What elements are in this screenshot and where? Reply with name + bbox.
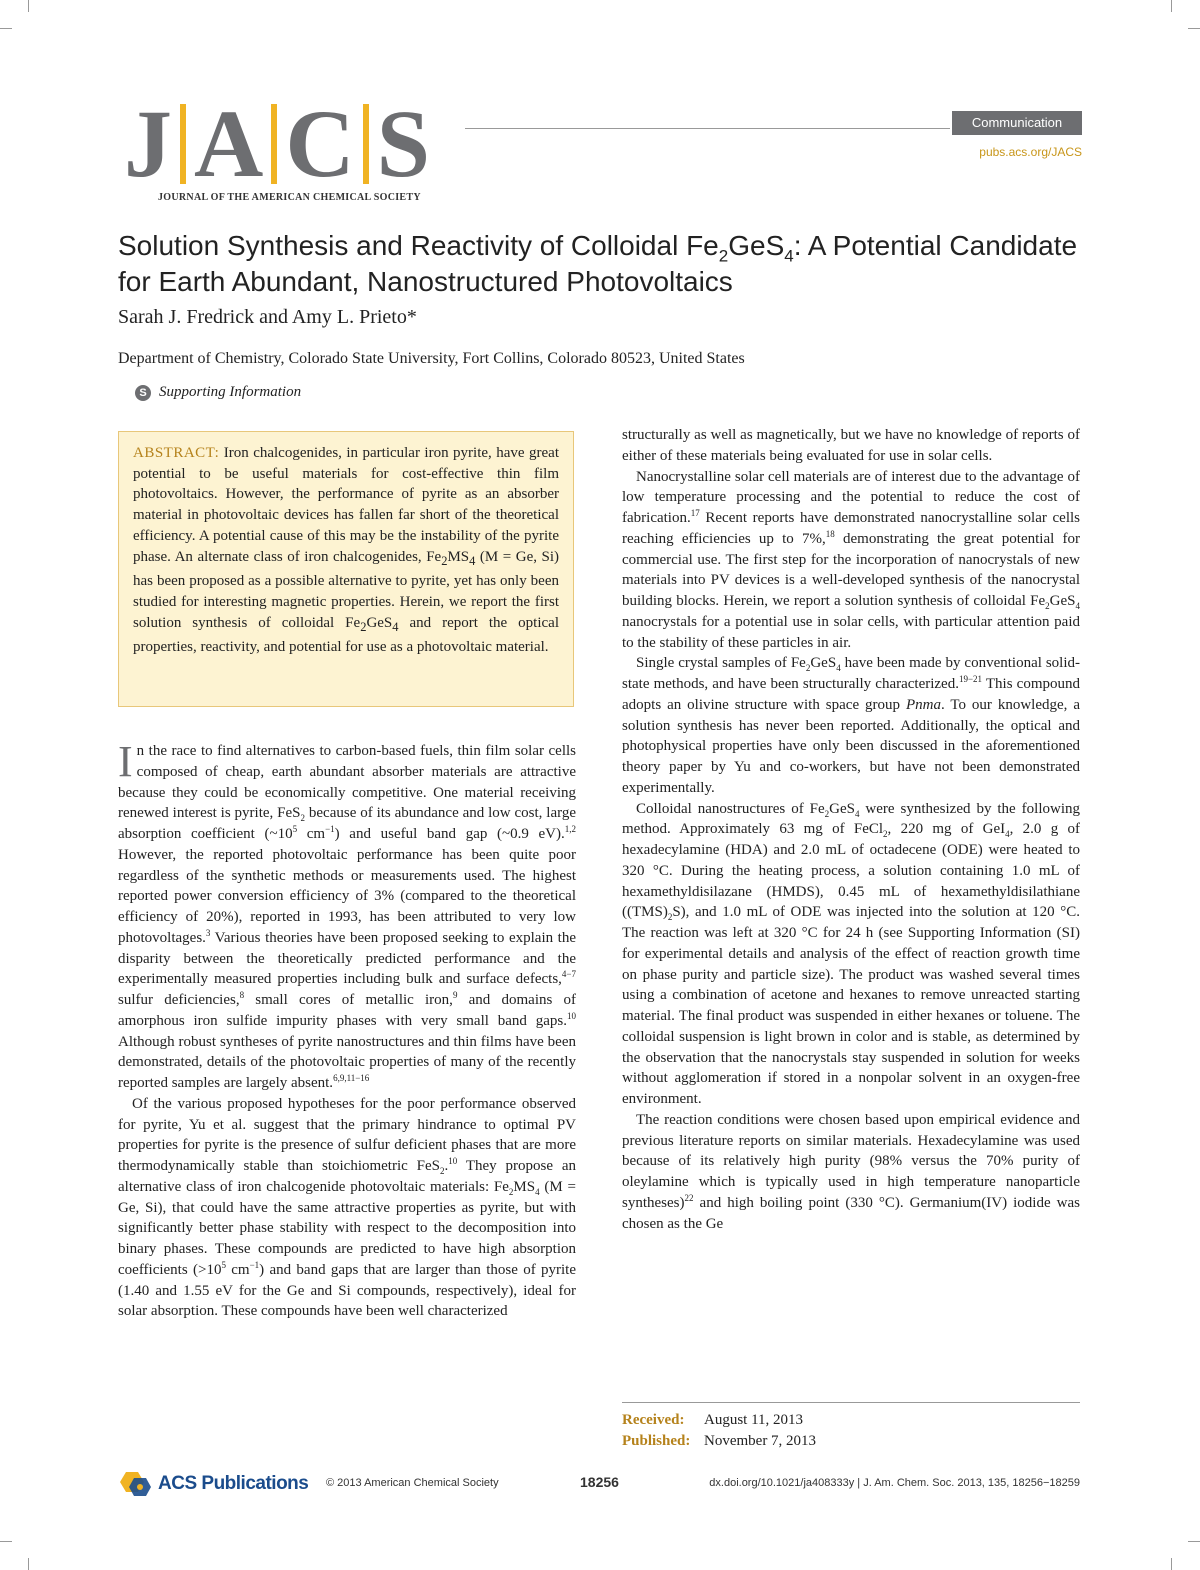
citation-ref: 6,9,11−16 <box>333 1073 370 1083</box>
journal-url-link[interactable]: pubs.acs.org/JACS <box>979 145 1082 159</box>
logo-divider <box>271 104 277 184</box>
abstract-box: ABSTRACT: Iron chalcogenides, in particular iron pyrite, have great potential to be useful materials for cost-effective thin film photovoltaics. However, the performance of pyrite as an absorber material in photovoltaic devices has fallen far short of the theoretical efficiency. A potential cause of this may be the instability of the pyrite phase. An alternate class of iron chalcogenides, $Fe_2MS_4$ (M = Ge, Si) has been proposed as a possible alternative to pyrite, yet has only been studied for interesting magnetic properties. Herein, we report the first solution synthesis of colloidal $Fe_2GeS_4$ and report the optical properties, reactivity, and potential for use as a photovoltaic material. <box>118 431 574 707</box>
received-label: Received: <box>622 1412 685 1428</box>
crop-mark <box>28 1558 29 1570</box>
paragraph: The reaction conditions were chosen based upon empirical evidence and previous literature reports on similar materials. Hexadecylamine was used because of its relatively high purity (98% versus the 70% purity of oleylamine which is typically used in high temperature nanoparticle syntheses)$^{22}$ and high boiling point (330 °C). Germanium(IV) iodide was chosen as the Ge <box>622 1111 1080 1232</box>
citation-ref: 22 <box>684 1192 694 1203</box>
body-left-column <box>118 737 577 1322</box>
paragraph: structurally as well as magnetically, but we have no knowledge of reports of either of these materials being evaluated for use in solar cells. <box>622 427 1080 464</box>
crop-mark <box>0 1541 12 1542</box>
citation-ref: 19−21 <box>958 674 983 684</box>
crop-mark <box>1171 0 1172 12</box>
citation-ref: 17 <box>690 508 700 518</box>
page-footer <box>118 1468 1080 1502</box>
paragraph: Single crystal samples of $Fe_2GeS_4$ have been made by conventional solid-state methods, and have been structurally characterized.$^{19-21}$ This compound adopts an olivine structure with space group Pnma. To our knowledge, a solution synthesis has never been reported. Additionally, the optical and photophysical properties have only been discussed in the aforementioned theory paper by Yu and co-workers, but have not been demonstrated experimentally. <box>622 655 1081 796</box>
publication-dates <box>622 1410 816 1452</box>
article-type-badge: Communication <box>952 111 1082 135</box>
citation-ref: 10 <box>567 1010 576 1021</box>
affiliation: Department of Chemistry, Colorado State University, Fort Collins, Colorado 80523, United States <box>118 350 745 367</box>
logo-letter: A <box>194 90 264 197</box>
supporting-info-label: Supporting Information <box>159 384 302 400</box>
citation-ref: 9 <box>452 990 458 1000</box>
publisher-name: ACS Publications <box>158 1473 309 1494</box>
supporting-info-icon: S <box>135 385 151 401</box>
published-date: November 7, 2013 <box>704 1433 817 1449</box>
article-title: Solution Synthesis and Reactivity of Colloidal $Fe_2GeS_4$: A Potential Candidate for Earth Abundant, Nanostructured Photovoltaics <box>118 230 1078 297</box>
author-list: Sarah J. Fredrick and Amy L. Prieto* <box>118 306 417 328</box>
logo-letter: C <box>285 90 355 197</box>
crop-mark <box>28 0 29 12</box>
header-rule <box>465 128 950 129</box>
copyright: © 2013 American Chemical Society <box>326 1477 499 1489</box>
page-number: 18256 <box>580 1474 619 1490</box>
citation-ref: 8 <box>239 990 245 1000</box>
logo-subtitle: JOURNAL OF THE AMERICAN CHEMICAL SOCIETY <box>158 192 421 203</box>
citation-ref: 1,2 <box>564 824 577 834</box>
citation-ref: 4−7 <box>561 969 576 980</box>
supporting-information-link[interactable] <box>135 384 301 401</box>
paragraph: In the race to find alternatives to carbon-based fuels, thin film solar cells composed of cheap, earth abundant absorber materials are attractive because they could be economically competitive. One material receiving renewed interest is pyrite, FeS$_2$ because of its abundance and low cost, large absorption coefficient ($\sim 10^5$ $cm^{-1}$) and useful band gap (~0.9 eV).$^{1,2}$ However, the reported photovoltaic performance has been quite poor regardless of the synthetic methods or measurements used. The highest reported power conversion efficiency of 3% (compared to the theoretical efficiency of 20%), reported in 1993, has been attributed to very low photovoltages.$^3$ Various theories have been proposed seeking to explain the disparity between the theoretically predicted performance and the experimentally measured properties including bulk and surface defects,$^{4-7}$ sulfur deficiencies,$^8$ small cores of metallic iron,$^9$ and domains of amorphous iron sulfide impurity phases with very small band gaps.$^{10}$ Although robust syntheses of pyrite nanostructures and thin films have been demonstrated, details of the photovoltaic properties of many of the recently reported samples are largely absent.$^{6,9,11-16}$ <box>118 737 577 1091</box>
doi-citation[interactable]: dx.doi.org/10.1021/ja408333y | J. Am. Chem. Soc. 2013, 135, 18256−18259 <box>709 1477 1080 1489</box>
acs-publications-logo[interactable] <box>118 1470 308 1498</box>
abstract-label: ABSTRACT: <box>133 445 220 461</box>
logo-divider <box>363 104 369 184</box>
dates-rule <box>622 1402 1080 1403</box>
drop-cap: I <box>118 737 133 786</box>
paragraph: Nanocrystalline solar cell materials are of interest due to the advantage of low temperature processing and the potential to reduce the cost of fabrication.$^{17}$ Recent reports have demonstrated nanocrystalline solar cells reaching efficiencies up to 7%,$^{18}$ demonstrating the great potential for commercial use. The first step for the incorporation of nanocrystals of new materials into PV devices is a well-developed synthesis of the nanocrystal building blocks. Herein, we report a solution synthesis of colloidal $Fe_2GeS_4$ nanocrystals for a potential use in solar cells, with particular attention paid to the stability of these particles in air. <box>622 468 1080 651</box>
logo-divider <box>180 104 186 184</box>
crop-mark <box>1188 1541 1200 1542</box>
logo-letter: J <box>124 90 172 197</box>
citation-ref: 18 <box>825 528 835 539</box>
published-label: Published: <box>622 1433 691 1449</box>
paragraph: Colloidal nanostructures of $Fe_2GeS_4$ were synthesized by the following method. Approximately 63 mg of FeCl$_2$, 220 mg of GeI$_4$, 2.0 g of hexadecylamine (HDA) and 2.0 mL of octadecene (ODE) were heated to 320 °C. During the heating process, a solution containing 1.0 mL of hexamethyldisilazane (HMDS), 0.45 mL of hexamethyldisilathiane $((TMS)_2S)$, and 1.0 mL of ODE was injected into the solution at 120 °C. The reaction was left at 320 °C for 24 h (see Supporting Information (SI) for experimental details and analysis of the effect of reaction growth time on phase purity and particle size). The product was washed several times using a combination of acetone and hexanes to remove unreacted starting material. The final product was suspended in either hexanes or toluene. The colloidal suspension is light brown in color and is stable, as determined by the observation that the nanocrystals stay suspended in solution for weeks without agglomeration if stored in a nonpolar solvent in an oxygen-free environment. <box>622 800 1080 1107</box>
acs-hexagon-icon <box>118 1470 152 1498</box>
received-date: August 11, 2013 <box>704 1412 804 1428</box>
crop-mark <box>0 28 12 29</box>
body-right-column <box>622 425 1080 1234</box>
journal-logo <box>118 90 478 208</box>
citation-ref: 10 <box>448 1156 458 1166</box>
crop-mark <box>1188 28 1200 29</box>
paragraph: Of the various proposed hypotheses for the poor performance observed for pyrite, Yu et al. suggest that the primary hindrance to optimal PV properties for pyrite is the presence of sulfur deficient phases that are more thermodynamically stable than stoichiometric FeS$_2$.$^{10}$ They propose an alternative class of iron chalcogenide photovoltaic materials: $Fe_2MS_4$ (M = Ge, Si), that could have the same attractive properties as pyrite, but with significantly better phase stability with respect to the decomposition into binary phases. These compounds are predicted to have high absorption coefficients ($>10^5$ $cm^{-1}$) and band gaps that are larger than those of pyrite (1.40 and 1.55 eV for the Ge and Si compounds, respectively), ideal for solar absorption. These compounds have been well characterized <box>118 1095 576 1320</box>
logo-letter: S <box>376 90 431 197</box>
crop-mark <box>1171 1558 1172 1570</box>
citation-ref: 3 <box>205 927 211 938</box>
